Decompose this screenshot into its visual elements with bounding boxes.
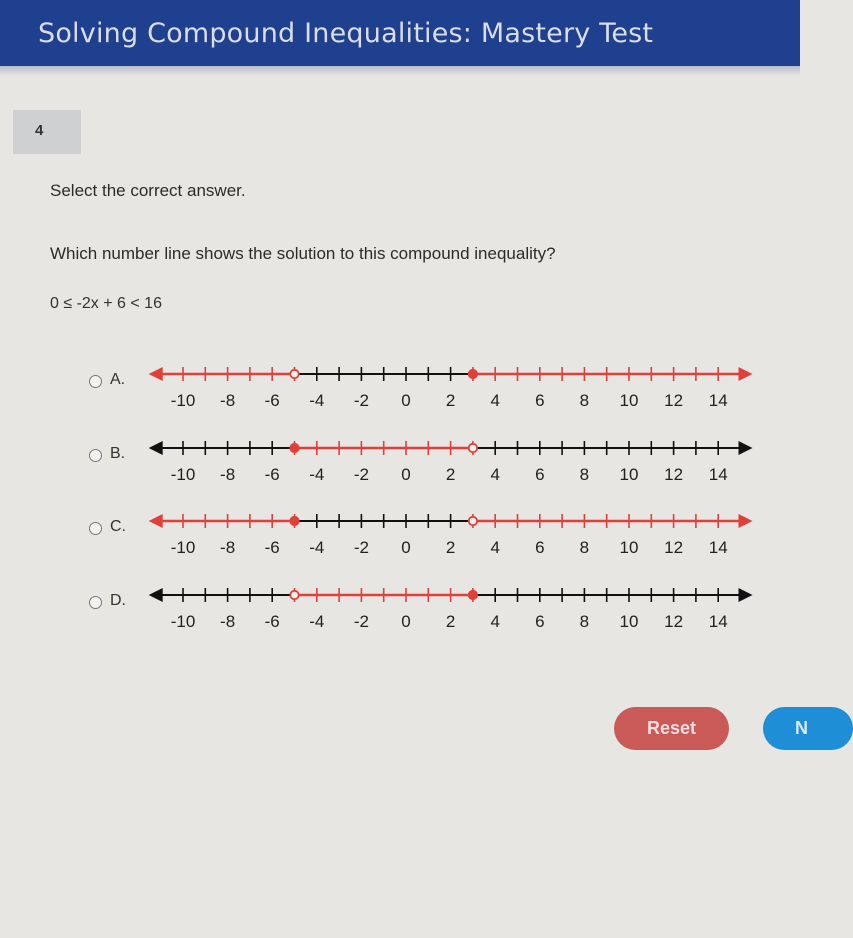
tick-label: 12 — [664, 612, 684, 631]
tick-label: -8 — [220, 612, 236, 631]
tick-label: 0 — [401, 612, 411, 631]
left-arrow-icon — [149, 588, 163, 602]
tick-label: 2 — [445, 538, 456, 557]
option-label: B. — [110, 445, 126, 462]
number-line — [150, 364, 760, 424]
left-arrow-icon — [149, 367, 163, 381]
next-button-label: N — [795, 718, 808, 738]
question-text: Which number line shows the solution to this compound inequality? — [50, 244, 556, 263]
tick-label: -10 — [170, 465, 196, 484]
option-b[interactable] — [0, 444, 800, 514]
tick-label: 14 — [708, 391, 728, 410]
tick-label: 0 — [401, 465, 411, 484]
tick-label: 10 — [619, 612, 639, 631]
tick-label: 8 — [579, 538, 590, 557]
header-divider — [0, 66, 800, 76]
tick-label: -4 — [309, 391, 325, 410]
tick-label: -2 — [353, 465, 369, 484]
closed-endpoint — [469, 370, 477, 378]
tick-label: 12 — [664, 465, 684, 484]
tick-label: -6 — [264, 612, 280, 631]
tick-label: 10 — [619, 465, 639, 484]
tick-label: -10 — [170, 538, 196, 557]
right-arrow-icon — [739, 588, 753, 602]
tick-label: 4 — [490, 538, 500, 557]
tick-label: 0 — [401, 391, 411, 410]
tick-label: 12 — [664, 391, 684, 410]
right-arrow-icon — [739, 367, 753, 381]
tick-label: 14 — [708, 612, 728, 631]
inequality-expression: 0 ≤ -2x + 6 < 16 — [50, 295, 162, 312]
open-endpoint — [290, 370, 298, 378]
tick-label: 6 — [535, 465, 545, 484]
option-label: A. — [110, 371, 126, 388]
tick-label: 0 — [401, 538, 411, 557]
number-line — [150, 585, 760, 645]
app-header — [0, 0, 800, 66]
tick-label: 6 — [535, 538, 545, 557]
closed-endpoint — [469, 591, 477, 599]
radio-button[interactable] — [89, 375, 102, 388]
option-label: C. — [110, 518, 126, 535]
tick-label: -2 — [353, 391, 369, 410]
option-label: D. — [110, 592, 126, 609]
tick-label: 2 — [445, 391, 456, 410]
tick-label: -4 — [309, 465, 325, 484]
reset-button[interactable]: Reset — [614, 707, 729, 750]
right-arrow-icon — [739, 441, 753, 455]
tick-label: 14 — [708, 538, 728, 557]
tick-label: -6 — [264, 391, 280, 410]
closed-endpoint — [290, 517, 298, 525]
tick-label: 4 — [490, 465, 500, 484]
tick-label: 14 — [708, 465, 728, 484]
tick-label: 6 — [535, 391, 545, 410]
option-d[interactable] — [0, 591, 800, 661]
tick-label: -4 — [309, 538, 325, 557]
tick-label: -6 — [264, 538, 280, 557]
tick-label: -2 — [353, 612, 369, 631]
tick-label: 4 — [490, 612, 500, 631]
closed-endpoint — [290, 444, 298, 452]
instruction-text: Select the correct answer. — [50, 181, 246, 200]
number-line — [150, 438, 760, 498]
tick-label: -2 — [353, 538, 369, 557]
option-a[interactable] — [0, 370, 800, 440]
tick-label: 8 — [579, 391, 590, 410]
tick-label: 10 — [619, 391, 639, 410]
question-number-badge: 4 — [13, 110, 81, 154]
tick-label: 8 — [579, 612, 590, 631]
option-c[interactable] — [0, 517, 800, 587]
test-title: Solving Compound Inequalities: Mastery Test — [38, 18, 654, 49]
tick-label: 8 — [579, 465, 590, 484]
left-arrow-icon — [149, 441, 163, 455]
right-arrow-icon — [739, 514, 753, 528]
number-line — [150, 511, 760, 571]
tick-label: -10 — [170, 391, 196, 410]
open-endpoint — [469, 444, 477, 452]
tick-label: -8 — [220, 465, 236, 484]
tick-label: -8 — [220, 391, 236, 410]
tick-label: -8 — [220, 538, 236, 557]
radio-button[interactable] — [89, 522, 102, 535]
radio-button[interactable] — [89, 596, 102, 609]
tick-label: -4 — [309, 612, 325, 631]
tick-label: 4 — [490, 391, 500, 410]
next-button[interactable] — [763, 707, 853, 750]
tick-label: 10 — [619, 538, 639, 557]
radio-button[interactable] — [89, 449, 102, 462]
tick-label: -6 — [264, 465, 280, 484]
left-arrow-icon — [149, 514, 163, 528]
open-endpoint — [469, 517, 477, 525]
open-endpoint — [290, 591, 298, 599]
tick-label: 6 — [535, 612, 545, 631]
tick-label: 2 — [445, 612, 456, 631]
tick-label: 2 — [445, 465, 456, 484]
tick-label: -10 — [170, 612, 196, 631]
tick-label: 12 — [664, 538, 684, 557]
